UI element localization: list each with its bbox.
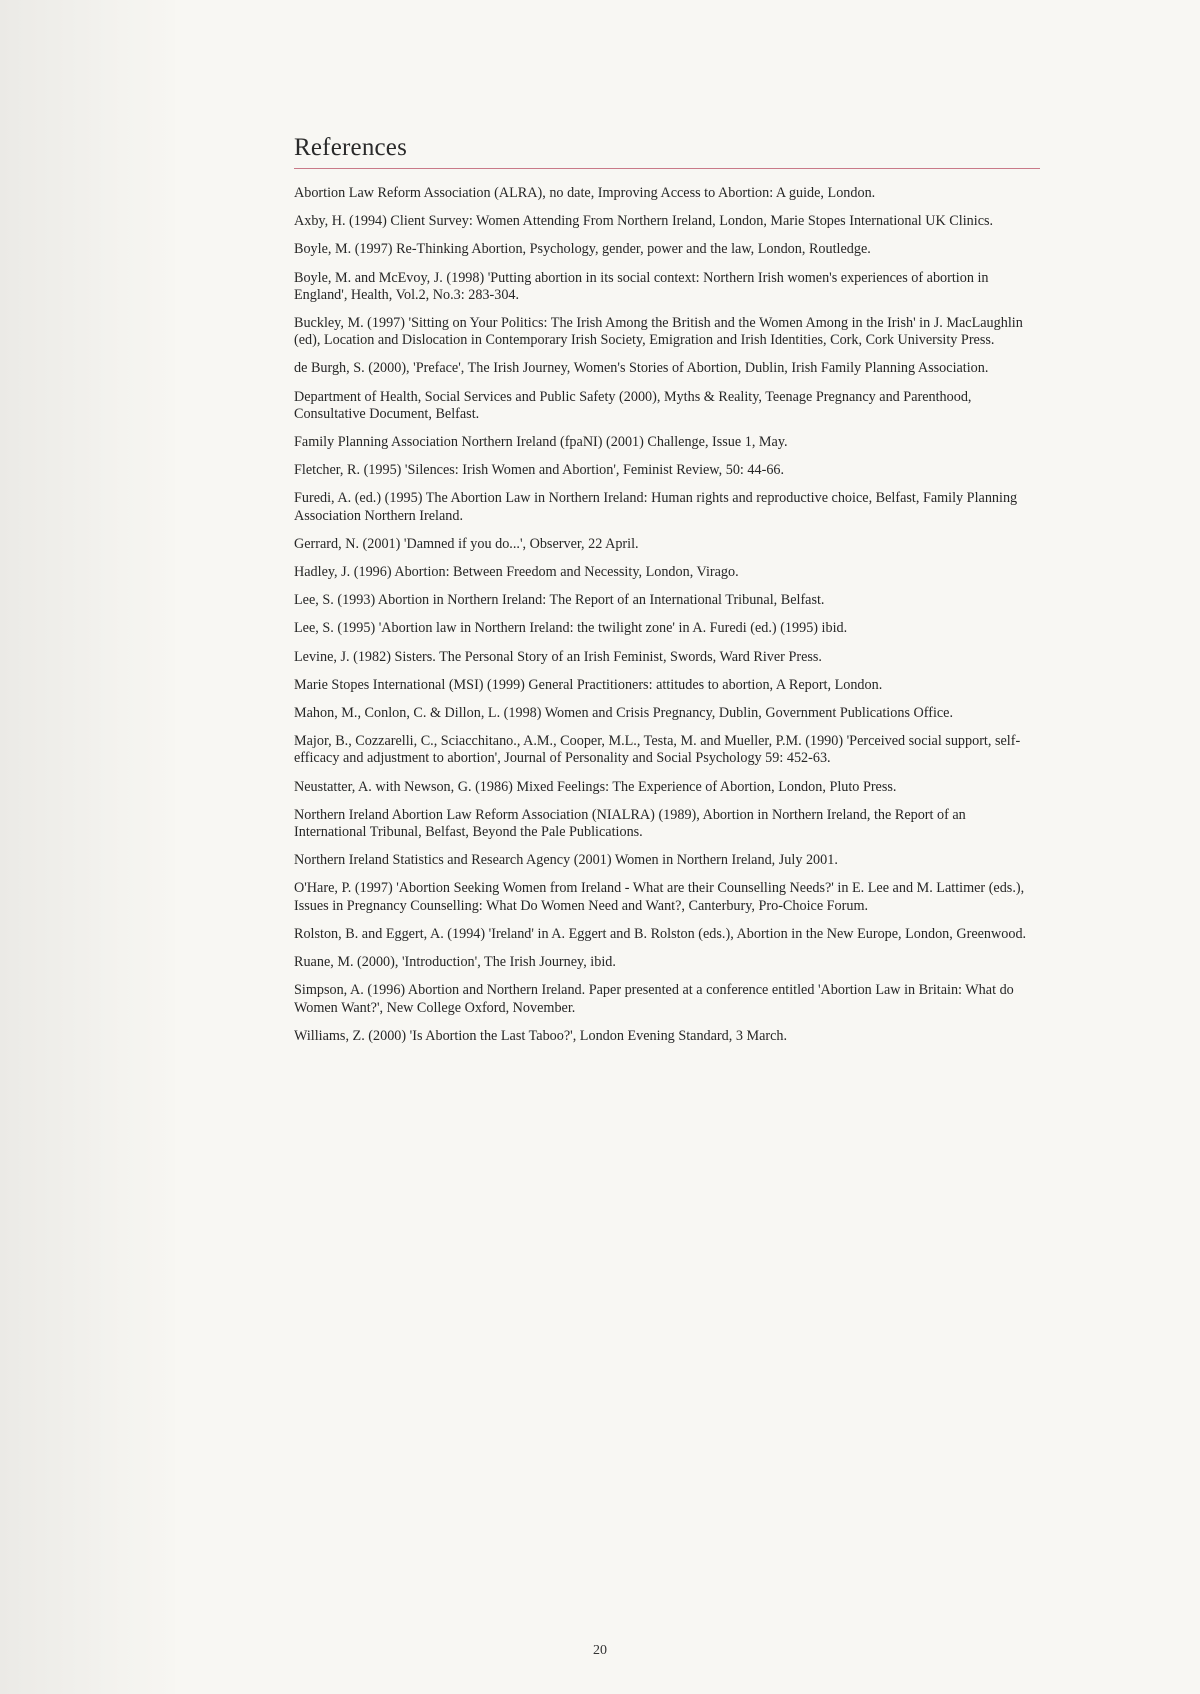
reference-item: Rolston, B. and Eggert, A. (1994) 'Ireland' in A. Eggert and B. Rolston (eds.), Abortion in the New Europe, London, Greenwood.: [294, 925, 1027, 942]
reference-item: Major, B., Cozzarelli, C., Sciacchitano., A.M., Cooper, M.L., Testa, M. and Mueller, P.M. (1990) 'Perceived social support, self-efficacy and adjustment to abortion', Journal of Personality and Social Psychology 59: 452-63.: [294, 733, 1021, 767]
reference-item: Neustatter, A. with Newson, G. (1986) Mixed Feelings: The Experience of Abortion, London, Pluto Press.: [294, 778, 897, 795]
page-edge-shadow: [0, 0, 175, 1694]
reference-item: Lee, S. (1995) 'Abortion law in Northern Ireland: the twilight zone' in A. Furedi (ed.) (1995) ibid.: [294, 620, 848, 637]
reference-item: Levine, J. (1982) Sisters. The Personal Story of an Irish Feminist, Swords, Ward River Press.: [294, 648, 822, 665]
reference-item: Marie Stopes International (MSI) (1999) General Practitioners: attitudes to abortion, A Report, London.: [294, 676, 883, 693]
reference-item: Boyle, M. (1997) Re-Thinking Abortion, Psychology, gender, power and the law, London, Routledge.: [294, 241, 871, 258]
reference-item: Northern Ireland Statistics and Research Agency (2001) Women in Northern Ireland, July 2001.: [294, 852, 838, 869]
reference-item: Mahon, M., Conlon, C. & Dillon, L. (1998) Women and Crisis Pregnancy, Dublin, Government Publications Office.: [294, 705, 954, 722]
reference-item: Lee, S. (1993) Abortion in Northern Ireland: The Report of an International Tribunal, Belfast.: [294, 592, 825, 609]
reference-item: Buckley, M. (1997) 'Sitting on Your Politics: The Irish Among the British and the Women Among in the Irish' in J. MacLaughlin (ed), Location and Dislocation in Contemporary Irish Society, Emigration and Irish Identities, Cork, Cork University Press.: [294, 315, 1023, 349]
references-section: [294, 134, 1040, 1056]
reference-item: Hadley, J. (1996) Abortion: Between Freedom and Necessity, London, Virago.: [294, 564, 739, 581]
reference-list: [294, 185, 1040, 1045]
reference-item: de Burgh, S. (2000), 'Preface', The Irish Journey, Women's Stories of Abortion, Dublin, Irish Family Planning Association.: [294, 360, 989, 377]
reference-item: Fletcher, R. (1995) 'Silences: Irish Women and Abortion', Feminist Review, 50: 44-66.: [294, 462, 785, 479]
reference-item: Ruane, M. (2000), 'Introduction', The Irish Journey, ibid.: [294, 954, 616, 971]
reference-item: Family Planning Association Northern Ireland (fpaNI) (2001) Challenge, Issue 1, May.: [294, 434, 788, 451]
reference-item: Department of Health, Social Services and Public Safety (2000), Myths & Reality, Teenage Pregnancy and Parenthood, Consultative Document, Belfast.: [294, 388, 972, 422]
reference-item: Northern Ireland Abortion Law Reform Association (NIALRA) (1989), Abortion in Northern Ireland, the Report of an International Tribunal, Belfast, Beyond the Pale Publications.: [294, 806, 966, 841]
reference-item: Abortion Law Reform Association (ALRA), no date, Improving Access to Abortion: A guide, London.: [294, 185, 876, 201]
reference-item: Furedi, A. (ed.) (1995) The Abortion Law in Northern Ireland: Human rights and reproductive choice, Belfast, Family Planning Association Northern Ireland.: [294, 490, 1018, 524]
reference-item: Boyle, M. and McEvoy, J. (1998) 'Putting abortion in its social context: Northern Irish women's experiences of abortion in England', Health, Vol.2, No.3: 283-304.: [294, 269, 989, 303]
reference-item: Axby, H. (1994) Client Survey: Women Attending From Northern Ireland, London, Marie Stopes International UK Clinics.: [294, 213, 994, 230]
reference-item: O'Hare, P. (1997) 'Abortion Seeking Women from Ireland - What are their Counselling Needs?' in E. Lee and M. Lattimer (eds.), Issues in Pregnancy Counselling: What Do Women Need and Want?, Canterbury, Pro-Choice Forum.: [294, 880, 1025, 914]
page-title: References: [294, 134, 1040, 169]
reference-item: Williams, Z. (2000) 'Is Abortion the Last Taboo?', London Evening Standard, 3 March.: [294, 1027, 788, 1044]
page-number: 20: [593, 1643, 607, 1658]
reference-item: Gerrard, N. (2001) 'Damned if you do...', Observer, 22 April.: [294, 535, 639, 552]
reference-item: Simpson, A. (1996) Abortion and Northern Ireland. Paper presented at a conference entitled 'Abortion Law in Britain: What do Women Want?', New College Oxford, November.: [294, 982, 1014, 1016]
